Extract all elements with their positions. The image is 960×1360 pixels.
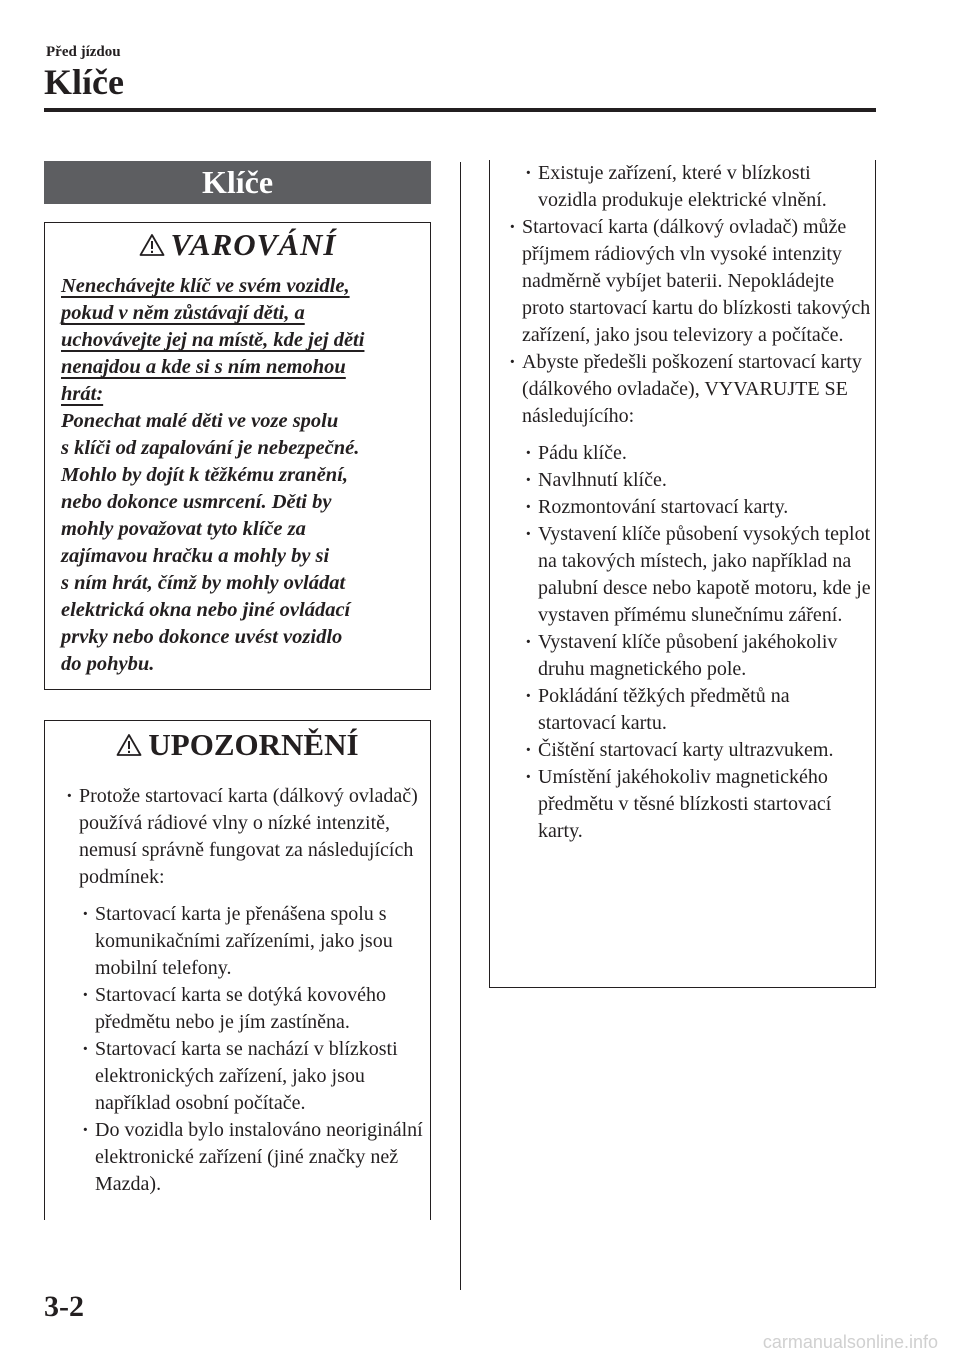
caution-list	[506, 214, 872, 845]
warning-box	[44, 222, 431, 690]
watermark: carmanualsonline.info	[762, 1332, 938, 1352]
list-item: · Pokládání těžkých předmětů na startovací kartu.	[522, 683, 872, 737]
warning-line: Nenechávejte klíč ve svém vozidle,	[61, 275, 350, 297]
caution-sublist	[79, 901, 423, 1198]
header-rule	[44, 108, 876, 112]
caution-list	[506, 160, 872, 214]
warning-line: prvky nebo dokonce uvést vozidlo	[61, 626, 343, 648]
list-item: · Startovací karta se dotýká kovového předmětu nebo je jím zastíněna.	[79, 982, 423, 1036]
warning-line: s ním hrát, čímž by mohly ovládat	[61, 572, 346, 594]
list-item: · Čištění startovací karty ultrazvukem.	[522, 737, 872, 764]
warning-triangle-icon	[116, 733, 142, 757]
warning-line: Ponechat malé děti ve voze spolu	[61, 410, 339, 432]
warning-line: do pohybu.	[61, 653, 155, 675]
list-item: · Vystavení klíče působení jakéhokoliv druhu magnetického pole.	[522, 629, 872, 683]
list-item: · Do vozidla bylo instalováno neoriginální elektronické zařízení (jiné značky než Mazda).	[79, 1117, 423, 1198]
caution-sublist	[522, 440, 872, 845]
warning-title: VAROVÁNÍ	[170, 227, 337, 262]
list-item: · Startovací karta se nachází v blízkosti elektronických zařízení, jako jsou například osobní počítače.	[79, 1036, 423, 1117]
section-banner: Klíče	[44, 161, 431, 204]
page-number: 3-2	[44, 1290, 84, 1323]
caution-list	[63, 783, 423, 1198]
warning-line: nenajdou a kde si s ním nemohou	[61, 356, 346, 378]
list-item: · Abyste předešli poškození startovací karty (dálkového ovladače), VYVARUJTE SE následujícího: · Pádu klíče. · Navlhnutí klíče. · Rozmontování startovací karty. · Vystavení klíče působení vysokých teplot na takových místech, jako například na palubní desce nebo kapotě motoru, kde je vystaven přímému slunečnímu záření. · Vystavení klíče působení jakéhokoliv druhu magnetického pole. · Pokládání těžkých předmětů na startovací kartu. · Čištění startovací karty ultrazvukem. · Umístění jakéhokoliv magnetického předmětu v těsné blízkosti startovací karty.	[506, 349, 872, 845]
list-item: · Pádu klíče.	[522, 440, 872, 467]
warning-line: hrát:	[61, 383, 104, 405]
warning-line: zajímavou hračku a mohly by si	[61, 545, 330, 567]
warning-line: Mohlo by dojít k těžkému zranění,	[61, 464, 349, 486]
warning-line: s klíči od zapalování je nebezpečné.	[61, 437, 360, 459]
list-item: · Umístění jakéhokoliv magnetického předmětu v těsné blízkosti startovací karty.	[522, 764, 872, 845]
page-title: Klíče	[44, 62, 124, 102]
caution-title: UPOZORNĚNÍ	[148, 727, 359, 762]
warning-line: mohly považovat tyto klíče za	[61, 518, 306, 540]
section-label: Před jízdou	[46, 44, 121, 60]
warning-line: uchovávejte jej na místě, kde jej děti	[61, 329, 365, 351]
warning-triangle-icon	[139, 233, 165, 257]
warning-line: nebo dokonce usmrcení. Děti by	[61, 491, 332, 513]
warning-line: elektrická okna nebo jiné ovládací	[61, 599, 351, 621]
caution-box	[44, 720, 431, 1220]
list-item: · Existuje zařízení, které v blízkosti vozidla produkuje elektrické vlnění.	[522, 160, 872, 214]
caution-box-continued	[489, 160, 876, 988]
list-item: · Navlhnutí klíče.	[522, 467, 872, 494]
column-divider	[460, 162, 461, 1290]
list-item: · Vystavení klíče působení vysokých teplot na takových místech, jako například na palubní desce nebo kapotě motoru, kde je vystaven přímému slunečnímu záření.	[522, 521, 872, 629]
list-item: · Protože startovací karta (dálkový ovladač) používá rádiové vlny o nízké intenzitě, nemusí správně fungovat za následujících podmínek: · Startovací karta je přenášena spolu s komunikačními zařízeními, jako jsou mobilní telefony. · Startovací karta se dotýká kovového předmětu nebo je jím zastíněna. · Startovací karta se nachází v blízkosti elektronických zařízení, jako jsou například osobní počítače. · Do vozidla bylo instalováno neoriginální elektronické zařízení (jiné značky než Mazda).	[63, 783, 423, 1198]
list-item: · Startovací karta (dálkový ovladač) může příjmem rádiových vln vysoké intenzity nadměrně vybíjet baterii. Nepokládejte proto startovací kartu do blízkosti takových zařízení, jako jsou televizory a počítače.	[506, 214, 872, 349]
list-item: · Startovací karta je přenášena spolu s komunikačními zařízeními, jako jsou mobilní telefony.	[79, 901, 423, 982]
list-item: · Rozmontování startovací karty.	[522, 494, 872, 521]
warning-text	[45, 265, 430, 678]
warning-line: pokud v něm zůstávají děti, a	[61, 302, 305, 324]
